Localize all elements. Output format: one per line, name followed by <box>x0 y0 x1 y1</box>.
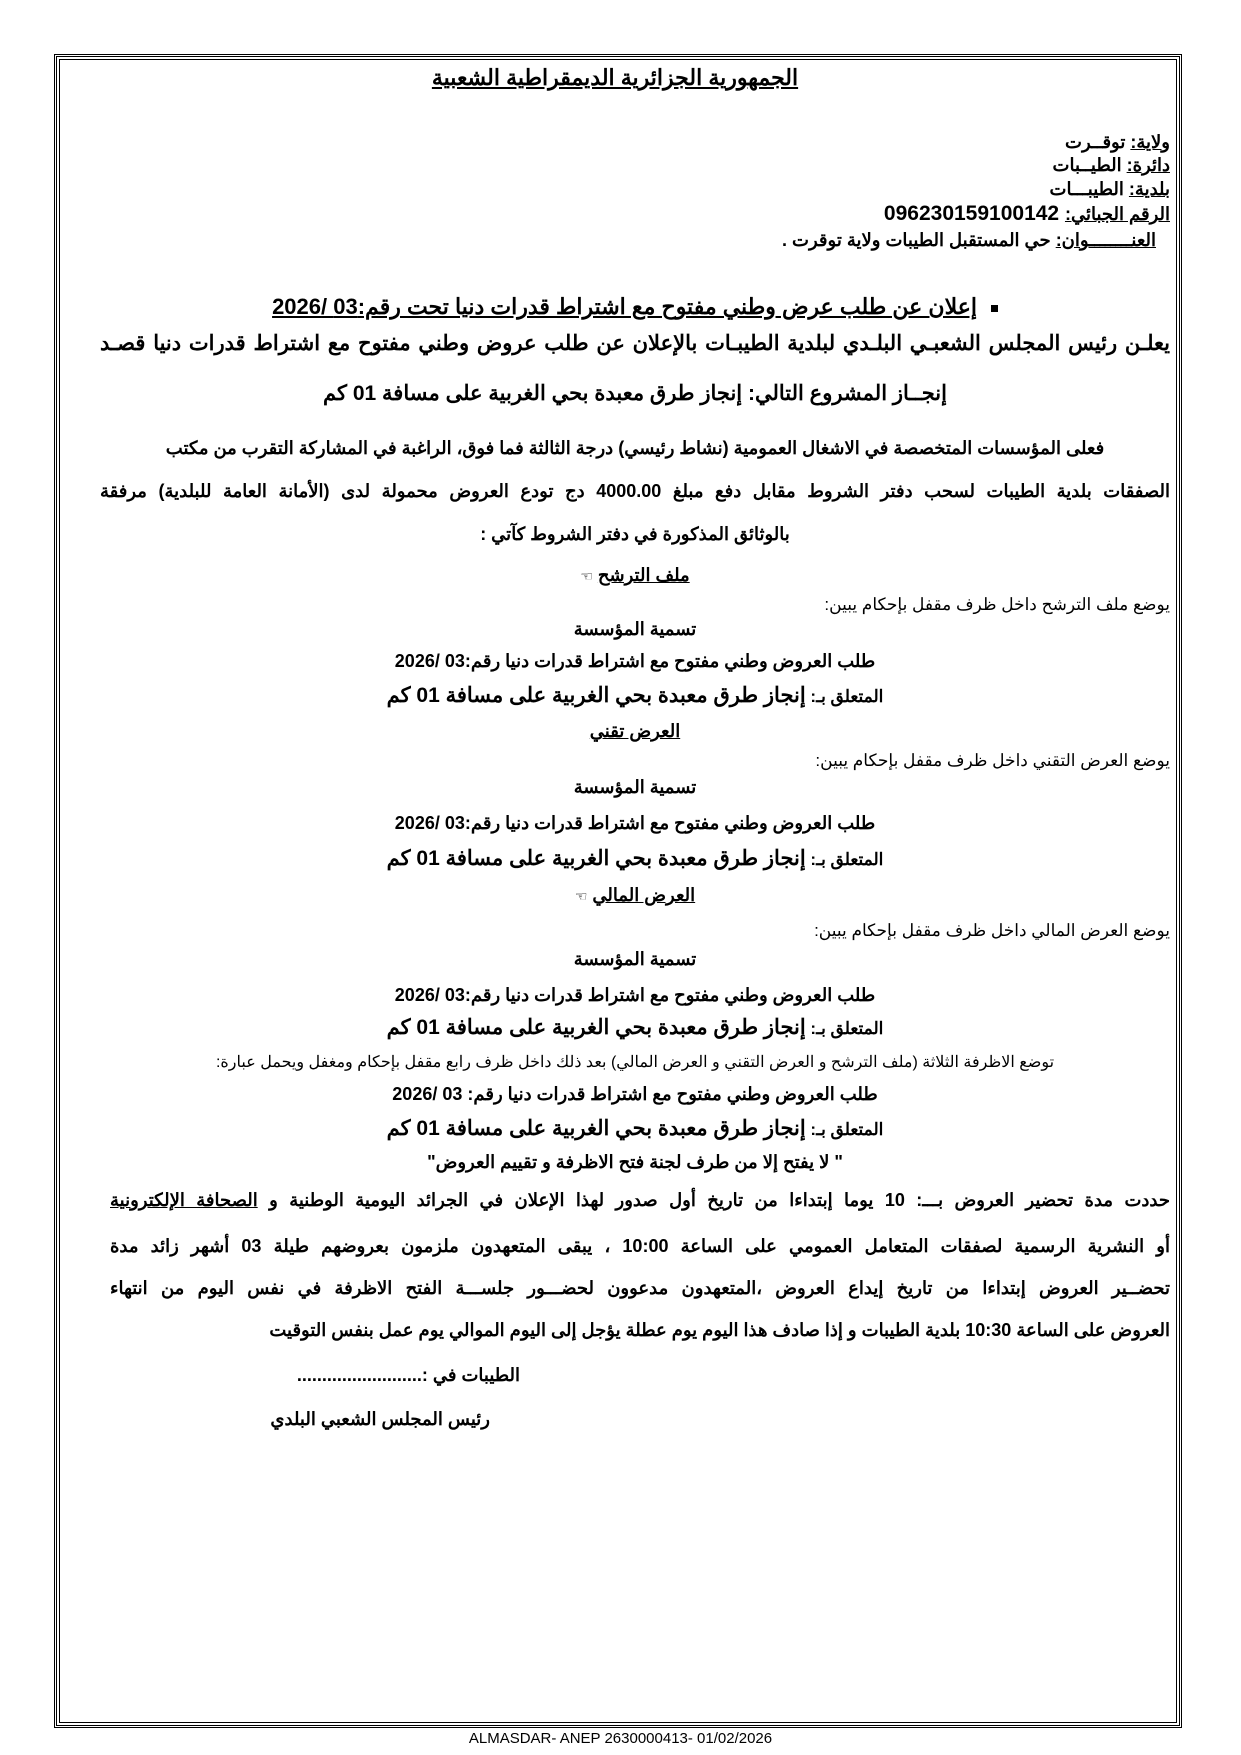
subject-prefix: المتعلق بـ: <box>805 687 884 706</box>
envelope-company: تسمية المؤسسة <box>573 949 697 969</box>
para-line-1: فعلى المؤسسات المتخصصة في الاشغال العمومية (نشاط رئيسي) درجة الثالثة فما فوق، الراغبة في المشاركة التقرب من مكتب <box>165 438 1105 458</box>
section-desc: يوضع العرض المالي داخل ظرف مقفل بإحكام يبين: <box>814 921 1170 940</box>
para-line-2: الصفقات بلدية الطيبات لسحب دفتر الشروط مقابل دفع مبلغ 4000.00 دج تودع العروض محمولة لدى (الأمانة العامة للبلدية) مرفقة <box>100 481 1171 501</box>
para-line-3: بالوثائق المذكورة في دفتر الشروط كآتي : <box>480 524 790 544</box>
envelope-subject <box>100 847 1170 872</box>
pointing-hand-icon: ☜ <box>580 568 593 584</box>
terms-line-1-text: حددت مدة تحضير العروض بـــ: 10 يوما إبتداءا من تاريخ أول صدور لهذا الإعلان في الجرائد اليومية الوطنية و <box>257 1190 1170 1210</box>
envelope-request: طلب العروض وطني مفتوح مع اشتراط قدرات دنيا رقم:03 /2026 <box>394 985 876 1005</box>
outer-envelope-desc: توضع الاظرفة الثلاثة (ملف الترشح و العرض التقني و العرض المالي) بعد ذلك داخل ظرف رابع مقفل بإحكام ومغفل ويحمل عبارة: <box>215 1054 1055 1071</box>
subject-prefix: المتعلق بـ: <box>805 850 884 869</box>
wilaya-value: توقــرت <box>1065 132 1131 152</box>
do-not-open-notice: " لا يفتح إلا من طرف لجنة فتح الاظرفة و تقييم العروض" <box>427 1152 843 1172</box>
subject-text: إنجاز طرق معبدة بحي الغربية على مسافة 01 كم <box>386 1016 806 1039</box>
daira-label: دائرة: <box>1126 155 1170 175</box>
subject-text: إنجاز طرق معبدة بحي الغربية على مسافة 01 كم <box>386 684 806 707</box>
envelope-company: تسمية المؤسسة <box>573 777 697 797</box>
section-title-text: العرض المالي <box>592 885 696 905</box>
footer-reference: ALMASDAR- ANEP 2630000413- 01/02/2026 <box>468 1730 773 1747</box>
envelope-subject <box>100 684 1170 709</box>
envelope-company: تسمية المؤسسة <box>573 619 697 639</box>
tax-line <box>100 202 1170 226</box>
envelope-request: طلب العروض وطني مفتوح مع اشتراط قدرات دنيا رقم:03 /2026 <box>394 813 876 833</box>
project-line: إنجــاز المشروع التالي: إنجاز طرق معبدة بحي الغربية على مسافة 01 كم <box>323 382 947 405</box>
subject-text: إنجاز طرق معبدة بحي الغربية على مسافة 01 كم <box>386 847 806 870</box>
subject-text: إنجاز طرق معبدة بحي الغربية على مسافة 01 كم <box>386 1117 806 1140</box>
envelope-subject <box>100 1016 1170 1041</box>
baladiya-line <box>100 177 1170 201</box>
section-desc: يوضع ملف الترشح داخل ظرف مقفل بإحكام يبين: <box>824 595 1170 614</box>
outer-envelope-subject <box>100 1117 1170 1142</box>
section-title-candidacy <box>100 563 1170 588</box>
envelope-request: طلب العروض وطني مفتوح مع اشتراط قدرات دنيا رقم:03 /2026 <box>394 651 876 671</box>
signature-signer: رئيس المجلس الشعبي البلدي <box>270 1409 490 1429</box>
section-title-technical <box>100 719 1170 743</box>
subject-prefix: المتعلق بـ: <box>805 1019 884 1038</box>
pointing-hand-icon: ☜ <box>574 888 588 904</box>
baladiya-value: الطيبـــات <box>1049 179 1129 199</box>
terms-line-4: العروض على الساعة 10:30 بلدية الطيبات و إذا صادف هذا اليوم يوم عطلة يؤجل إلى اليوم الموالي يوم عمل بنفس التوقيت <box>269 1320 1170 1340</box>
tax-value: 096230159100142 <box>883 202 1065 225</box>
announcement-title <box>100 295 1170 319</box>
terms-line-3: تحضــير العروض إبتداءا من تاريخ إيداع العروض ،المتعهدون مدعوون لحضـــور جلســـة الفتح الاظرفة في نفس اليوم من انتهاء <box>110 1278 1170 1298</box>
bullet-icon <box>991 305 998 312</box>
signature-place: الطيبات في :......................... <box>296 1365 520 1385</box>
daira-value: الطيــبات <box>1052 155 1127 175</box>
intro-line: يعلـن رئيس المجلس الشعبـي البلـدي لبلدية الطيبـات بالإعلان عن طلب عروض وطني مفتوح مع اشتراط قدرات دنيا قصـد <box>100 332 1170 355</box>
subject-prefix: المتعلق بـ: <box>805 1120 884 1139</box>
address-value: حي المستقبل الطيبات ولاية توقرت . <box>782 230 1056 250</box>
electronic-press-link-text: الصحافة الإلكترونية <box>110 1190 258 1210</box>
republic-title: الجمهورية الجزائرية الديمقراطية الشعبية <box>431 65 799 90</box>
section-title-text: العرض تقني <box>589 721 681 741</box>
announcement-title-text: إعلان عن طلب عرض وطني مفتوح مع اشتراط قدرات دنيا تحت رقم:03 /2026 <box>272 294 977 319</box>
address-line <box>86 228 1156 252</box>
terms-line-2: أو النشرية الرسمية لصفقات المتعامل العمومي على الساعة 10:00 ، يبقى المتعهدون ملزمون بعروضهم طيلة 03 أشهر زائد مدة <box>110 1236 1170 1256</box>
section-title-financial <box>100 883 1170 908</box>
daira-line <box>100 153 1170 177</box>
section-title-text: ملف الترشح <box>597 565 690 585</box>
address-label: العنــــــــوان: <box>1055 230 1156 250</box>
terms-line-1 <box>110 1188 1170 1212</box>
tax-label: الرقم الجبائي: <box>1064 204 1170 224</box>
wilaya-label: ولاية: <box>1130 132 1170 152</box>
wilaya-line <box>100 130 1170 154</box>
outer-envelope-request: طلب العروض وطني مفتوح مع اشتراط قدرات دنيا رقم: 03 /2026 <box>392 1084 878 1104</box>
section-desc: يوضع العرض التقني داخل ظرف مقفل بإحكام يبين: <box>815 751 1170 770</box>
baladiya-label: بلدية: <box>1128 179 1170 199</box>
